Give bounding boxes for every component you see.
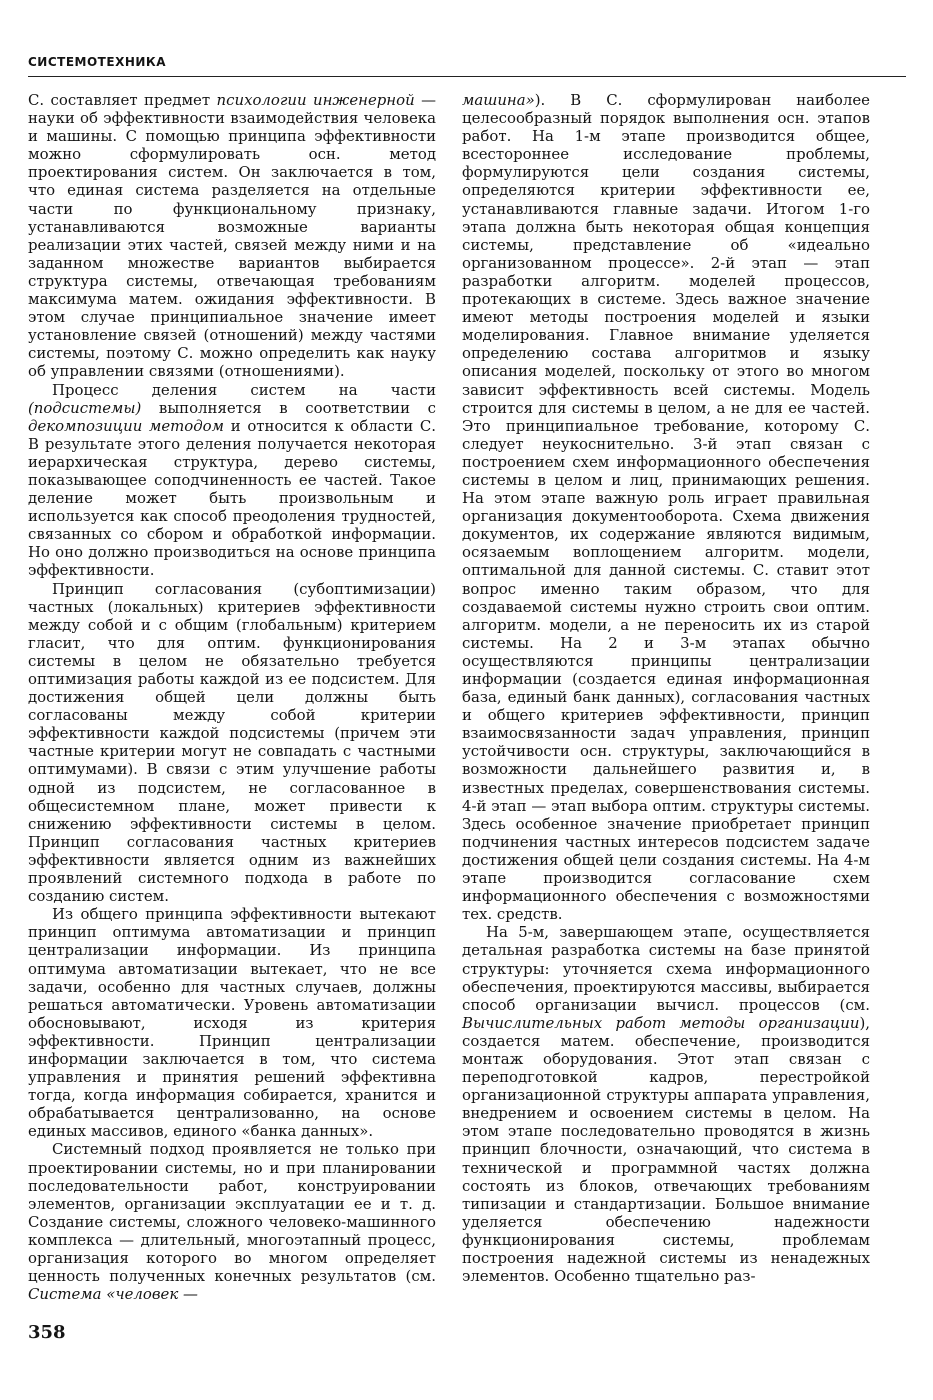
cross-reference: Вычислительных работ методы организации: [462, 1013, 860, 1032]
cross-reference: Система «человек —: [28, 1285, 198, 1304]
paragraph: Принцип согласования (субоптимизации) частных (локальных) критериев эффективности между собой и с общим (глобальным) критерием гласит, что для оптим. функционирования системы в целом не обязательно требуется оптимизация работы каждой из ее подсистем. Для достижения общей цели должны быть согласованы между собой критерии эффективности каждой подсистемы (причем эти частные критерии могут не совпадать с частными оптимумами). В связи с этим улучшение работы одной из подсистем, не согласованное в общесистемном плане, может привести к снижению эффективности системы в целом. Принцип согласования частных критериев эффективности является одним из важнейших проявлений системного подхода в работе по созданию систем.: [28, 579, 436, 906]
paragraph: [462, 923, 870, 1285]
paragraph: Из общего принципа эффективности вытекают принцип оптимума автоматизации и принцип централизации информации. Из принципа оптимума автоматизации вытекает, что не все задачи, особенно для частных случаев, должны решаться автоматически. Уровень автоматизации обосновывают, исходя из критерия эффективности. Принцип централизации информации заключается в том, что система управления и принятия решений эффективна тогда, когда информация собирается, хранится и обрабатывается централизованно, на основе единых массивов, единого «банка данных».: [28, 905, 436, 1141]
text-run: С. составляет предмет: [28, 91, 217, 109]
text-run: — науки об эффективности взаимодействия человека и машины. С помощью принципа эффективности можно сформулировать осн. метод проектирования систем. Он заключается в том, что единая система разделяется на отдельные части по функциональному признаку, устанавливаются возможные варианты реализации этих частей, связей между ними и на заданном множестве вариантов выбирается структура системы, отвечающая требованиям максимума матем. ожидания эффективности. В этом случае принципиальное значение имеет установление связей (отношений) между частями системы, поэтому С. можно определить как науку об управлении связями (отношениями).: [28, 91, 436, 381]
paragraph: [28, 91, 436, 381]
right-column: [462, 91, 870, 1285]
paragraph: [462, 91, 870, 923]
cross-reference: декомпозиции методом: [28, 416, 224, 435]
text-run: выполняется в соответствии с: [141, 398, 436, 417]
paragraph: [28, 1140, 436, 1303]
header-rule: [28, 76, 906, 77]
running-header: СИСТЕМОТЕХНИКА: [28, 55, 166, 69]
left-column: [28, 91, 436, 1303]
text-run: ), создается матем. обеспечение, производится монтаж оборудования. Этот этап связан с переподготовкой кадров, перестройкой организационной структуры аппарата управления, внедрением и освоением системы в целом. На этом этапе последовательно проводятся в жизнь принцип блочности, означающий, что система в технической и программной частях должна состоять из блоков, отвечающих требованиям типизации и стандартизации. Большое внимание уделяется обеспечению надежности функционирования системы, проблемам построения надежной системы из ненадежных элементов. Особенно тщательно раз-: [462, 1013, 870, 1286]
text-run: Системный подход проявляется не только при проектировании системы, но и при планировании последовательности работ, конструировании элементов, организации эксплуатации ее и т. д. Создание системы, сложного человеко-машинного комплекса — длительный, многоэтапный процесс, организация которого во многом определяет ценность полученных конечных результатов (см.: [28, 1140, 436, 1286]
text-run: и относится к области С. В результате этого деления получается некоторая иерархическая структура, дерево системы, показывающее соподчиненность ее частей. Такое деление может быть произвольным и используется как способ преодоления трудностей, связанных со сбором и обработкой информации. Но оно должно производиться на основе принципа эффективности.: [28, 416, 437, 580]
text-run: На 5-м, завершающем этапе, осуществляется детальная разработка системы на базе принятой структуры: уточняется схема информационного обеспечения, проектируются массивы, выбирается способ организации вычисл. процессов (см.: [462, 923, 870, 1014]
text-run: ). В С. сформулирован наиболее целесообразный порядок выполнения осн. этапов работ. На 1-м этапе производится общее, всестороннее исследование проблемы, формулируются цели создания системы, определяются критерии эффективности ее, устанавливаются главные задачи. Итогом 1-го этапа должна быть некоторая общая концепция системы, представление об «идеально организованном процессе». 2-й этап — этап разработки алгоритм. моделей процессов, протекающих в системе. Здесь важное значение имеют методы построения моделей и языки моделирования. Главное внимание уделяется определению состава алгоритмов и языку описания моделей, поскольку от этого во многом зависит эффективность всей системы. Модель строится для системы в целом, а не для ее частей. Это принципиальное требование, которому С. следует неукоснительно. 3-й этап связан с построением схем информационного обеспечения системы в целом и лиц, принимающих решения. На этом этапе важную роль играет правильная организация документооборота. Схема движения документов, их содержание являются видимым, осязаемым воплощением алгоритм. модели, оптимальной для данной системы. С. ставит этот вопрос именно таким образом, что для создаваемой системы нужно строить свои оптим. алгоритм. модели, а не переносить их из старой системы. На 2 и 3-м этапах обычно осуществляются принципы централизации информации (создается единая информационная база, единый банк данных), согласования частных и общего критериев эффективности, принцип взаимосвязанности задач управления, принцип устойчивости осн. структуры, заключающийся в возможности дальнейшего развития и, в известных пределах, совершенствования системы. 4-й этап — этап выбора оптим. структуры системы. Здесь особенное значение приобретает принцип подчинения частных интересов подсистем задаче достижения общей цели создания системы. На 4-м этапе производится согласование схем информационного обеспечения с возможностями тех. средств.: [462, 91, 870, 924]
paragraph: [28, 381, 436, 580]
page-number: 358: [28, 1322, 66, 1343]
cross-reference: машина»: [462, 91, 535, 109]
text-run: Процесс деления систем на части: [52, 380, 436, 399]
cross-reference: психологии инженерной: [216, 91, 415, 109]
italic-term: (подсистемы): [28, 398, 142, 417]
